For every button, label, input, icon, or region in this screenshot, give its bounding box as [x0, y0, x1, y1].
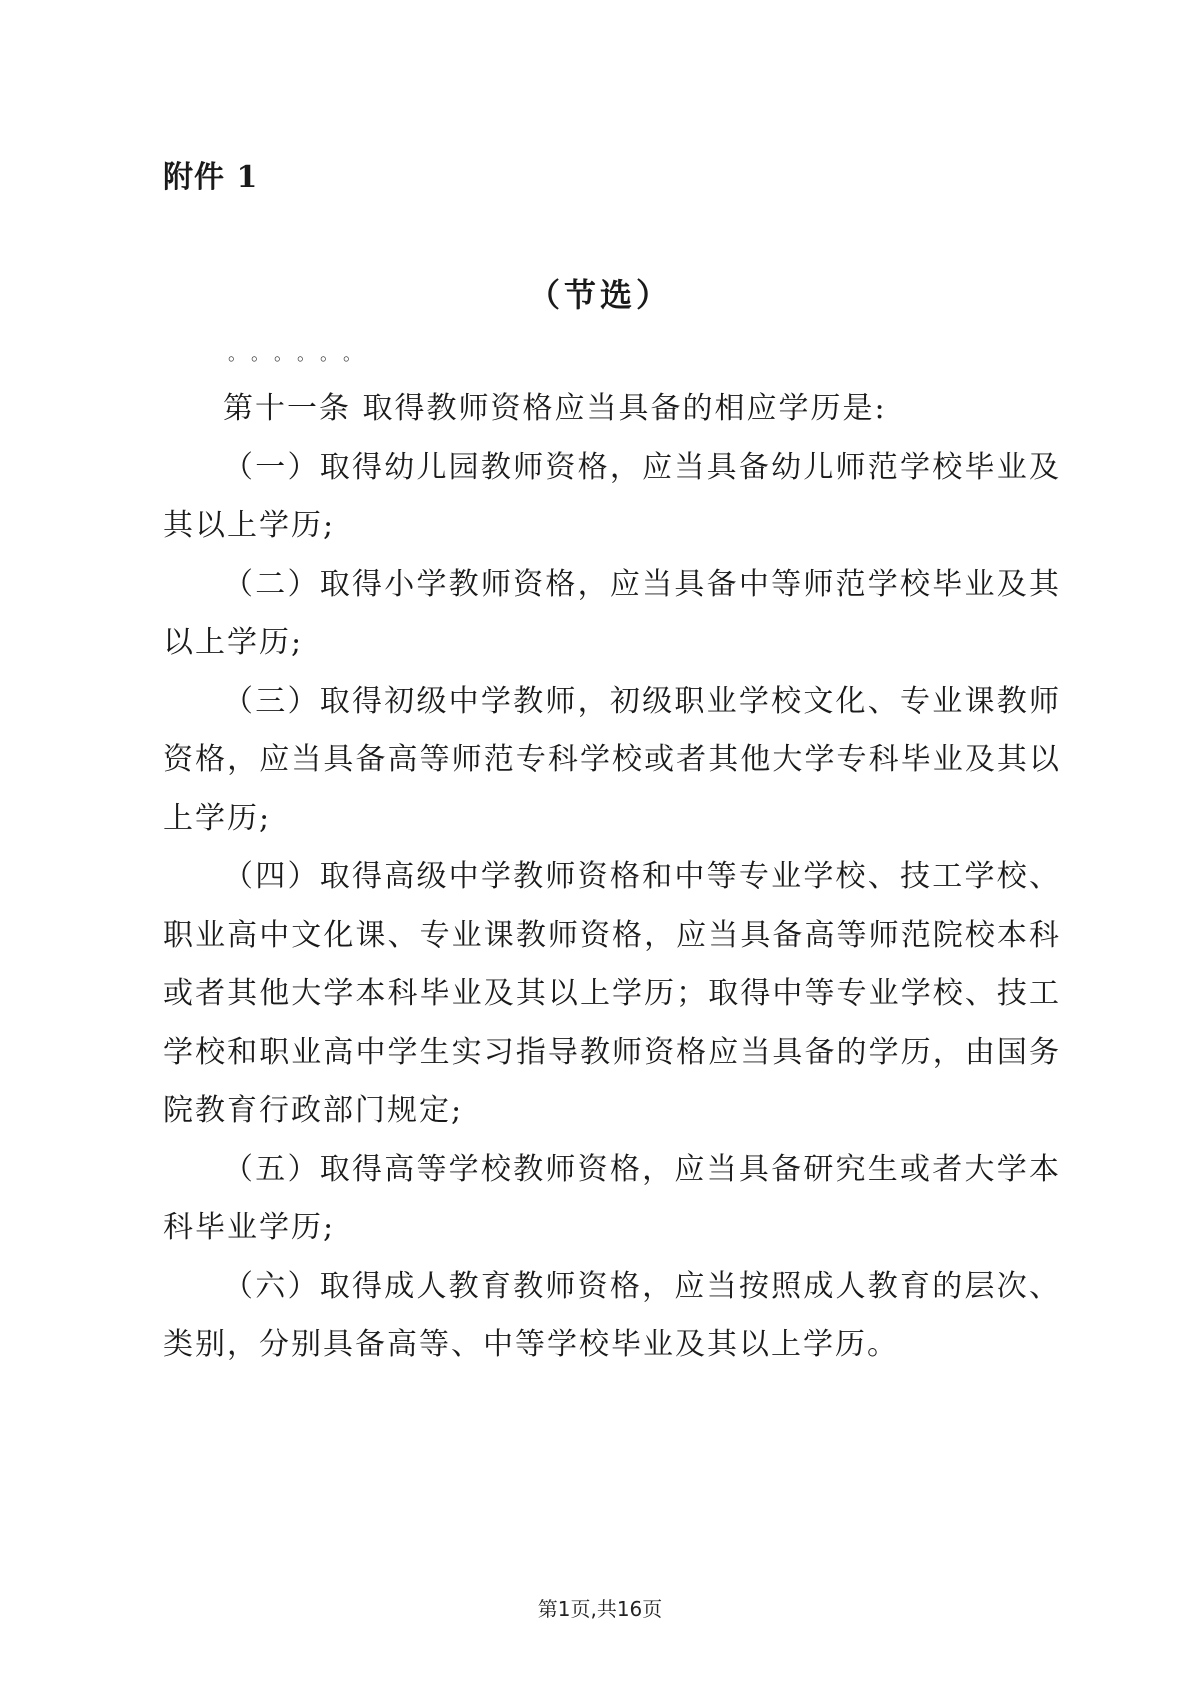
clause-1: （一）取得幼儿园教师资格，应当具备幼儿师范学校毕业及其以上学历; [163, 449, 1061, 543]
clause-3: （三）取得初级中学教师，初级职业学校文化、专业课教师资格，应当具备高等师范专科学校或者其他大学专科毕业及其以上学历; [163, 683, 1061, 836]
article-heading: 第十一条 取得教师资格应当具备的相应学历是: [223, 391, 887, 426]
clause-6: （六）取得成人教育教师资格，应当按照成人教育的层次、类别，分别具备高等、中等学校毕业及其以上学历。 [163, 1268, 1061, 1362]
document-subtitle: （节选） [527, 276, 672, 314]
clause-5: （五）取得高等学校教师资格，应当具备研究生或者大学本科毕业学历; [163, 1151, 1061, 1245]
document-body [163, 380, 1061, 1375]
omission-marks: 。。。。。。 [228, 344, 375, 365]
clause-4: （四）取得高级中学教师资格和中等专业学校、技工学校、职业高中文化课、专业课教师资格，应当具备高等师范院校本科或者其他大学本科毕业及其以上学历；取得中等专业学校、技工学校和职业高中学生实习指导教师资格应当具备的学历，由国务院教育行政部门规定; [163, 859, 1061, 1128]
attachment-label: 附件 1 [163, 160, 259, 195]
clause-2: （二）取得小学教师资格，应当具备中等师范学校毕业及其以上学历; [163, 566, 1061, 660]
page-number: 第1页,共16页 [537, 1597, 663, 1621]
